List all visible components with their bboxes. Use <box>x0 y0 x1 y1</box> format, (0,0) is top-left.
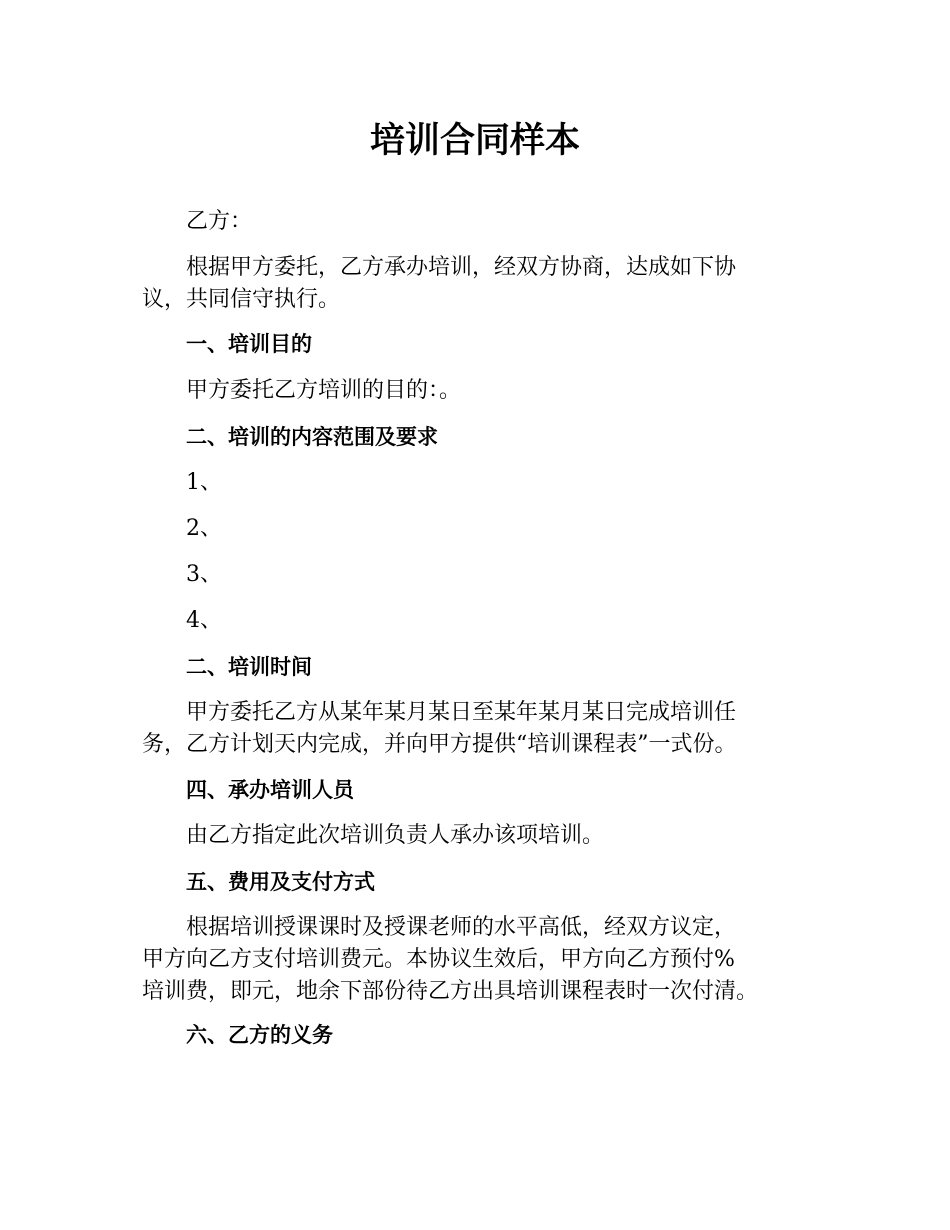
list-item: 2、 <box>186 516 222 541</box>
section-4-body: 由乙方指定此次培训负责人承办该项培训。 <box>186 823 605 848</box>
section-5-line-1: 根据培训授课课时及授课老师的水平高低，经双方议定， <box>186 915 737 940</box>
document-title: 培训合同样本 <box>369 121 580 161</box>
list-item: 3、 <box>186 562 222 587</box>
section-5-line-2: 甲方向乙方支付培训费元。本协议生效后，甲方向乙方预付% <box>142 947 735 972</box>
section-6-heading: 六、乙方的义务 <box>186 1023 333 1047</box>
list-item: 4、 <box>186 608 222 633</box>
section-3-line-1: 甲方委托乙方从某年某月某日至某年某月某日完成培训任 <box>186 700 737 725</box>
intro-line-1: 根据甲方委托，乙方承办培训，经双方协商，达成如下协 <box>186 255 737 280</box>
list-item: 1、 <box>186 470 222 495</box>
section-1-body: 甲方委托乙方培训的目的：。 <box>186 378 462 403</box>
section-2-heading: 二、培训的内容范围及要求 <box>186 425 438 449</box>
section-1-heading: 一、培训目的 <box>186 332 312 356</box>
section-3-heading: 二、培训时间 <box>186 655 312 679</box>
section-4-heading: 四、承办培训人员 <box>186 778 354 802</box>
party-b-label: 乙方： <box>186 209 253 234</box>
intro-line-2: 议，共同信守执行。 <box>142 287 341 312</box>
section-5-line-3: 培训费，即元，地余下部份待乙方出具培训课程表时一次付清。 <box>142 979 759 1004</box>
section-3-line-2: 务，乙方计划天内完成，并向甲方提供“培训课程表”一式份。 <box>142 732 737 757</box>
section-5-heading: 五、费用及支付方式 <box>186 870 375 894</box>
